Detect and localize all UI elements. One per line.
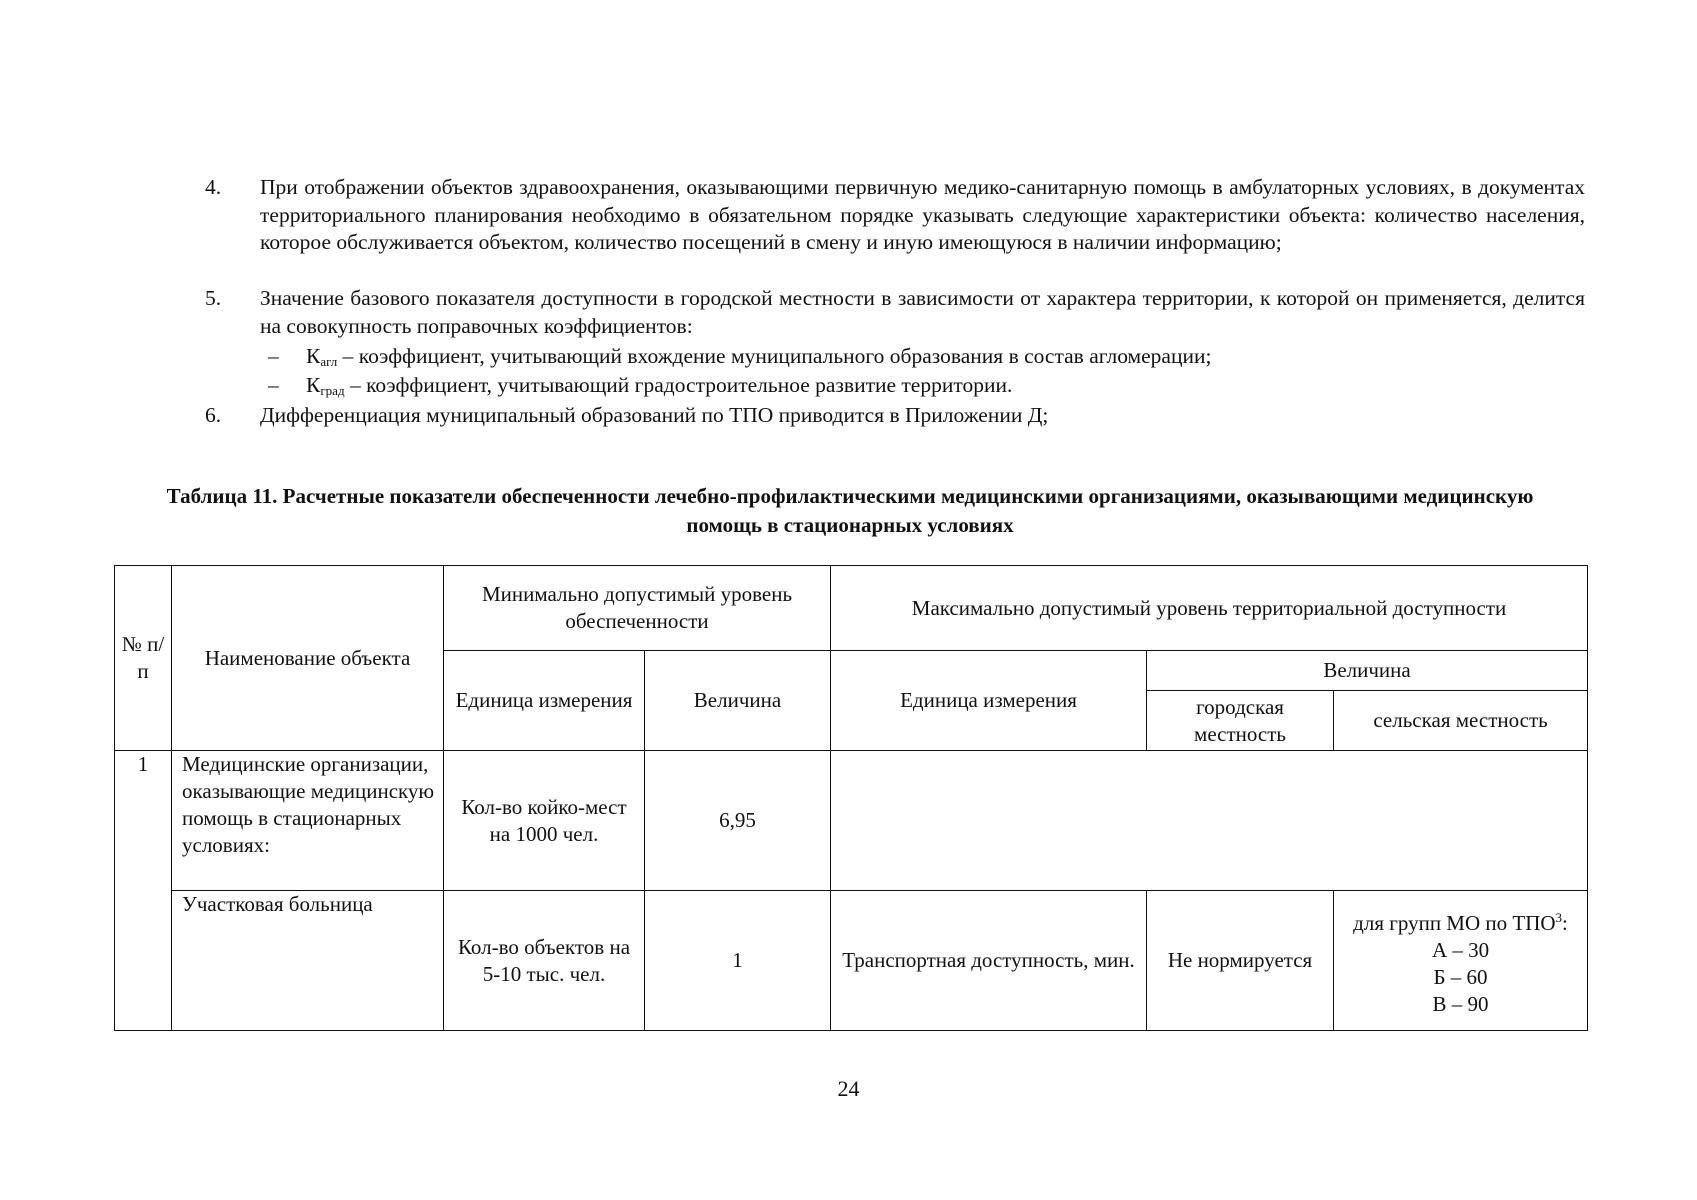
header-urban: городская местность: [1147, 691, 1334, 751]
coefficient-subscript: агл: [320, 354, 338, 369]
table-row: [115, 751, 1588, 891]
row-rural: [1334, 891, 1588, 1031]
header-name: Наименование объекта: [172, 566, 444, 751]
coefficient-item-agl: [268, 343, 1211, 376]
grade-b: Б – 60: [1433, 964, 1488, 989]
header-row-1: [115, 566, 1588, 651]
list-text: Значение базового показателя доступности в городской местности в зависимости от характера территории, к которой он применяется, делится на совокупность поправочных коэффициентов:: [260, 286, 1585, 338]
header-min-level: Минимально допустимый уровень обеспеченности: [444, 566, 831, 651]
header-num: № п/п: [115, 566, 172, 751]
list-number: 5.: [205, 286, 222, 310]
list-item-6: [205, 402, 1585, 430]
header-value: Величина: [645, 651, 831, 751]
page-number: 24: [837, 1076, 860, 1101]
coefficient-symbol: К: [306, 344, 321, 368]
rural-intro: для групп МО по ТПО: [1353, 910, 1556, 935]
dash-marker: –: [268, 373, 279, 397]
header-rural: сельская местность: [1334, 691, 1588, 751]
table-row: [115, 891, 1588, 1031]
rural-colon: :: [1562, 910, 1568, 935]
header-value-2: Величина: [1147, 651, 1588, 691]
list-item-4: [205, 174, 1585, 257]
coefficient-text: – коэффициент, учитывающий градостроительное развитие территории.: [344, 373, 1013, 397]
coefficient-item-grad: [268, 372, 1012, 405]
coefficient-text: – коэффициент, учитывающий вхождение муниципального образования в состав агломерации;: [337, 344, 1212, 368]
indicators-table: [114, 565, 1588, 1031]
row-access-unit: Транспортная доступность, мин.: [831, 891, 1147, 1031]
coefficient-symbol: К: [306, 373, 321, 397]
dash-marker: –: [268, 344, 279, 368]
list-number: 4.: [205, 175, 222, 199]
row-urban: Не нормируется: [1147, 891, 1334, 1031]
row-value: 6,95: [645, 751, 831, 891]
row-unit: Кол-во койко-мест на 1000 чел.: [444, 751, 645, 891]
table-caption: Таблица 11. Расчетные показатели обеспеченности лечебно-профилактическими медицинскими организациями, оказывающими медицинскую помощь в стационарных условиях: [166, 484, 1534, 537]
row-name: Участковая больница: [172, 891, 444, 1031]
list-number: 6.: [205, 403, 222, 427]
row-num: 1: [115, 751, 172, 1031]
header-unit-2: Единица измерения: [831, 651, 1147, 751]
coefficient-subscript: град: [320, 383, 345, 398]
list-item-5: [205, 285, 1585, 340]
row-name: Медицинские организации, оказывающие медицинскую помощь в стационарных условиях:: [172, 751, 444, 891]
row-value: 1: [645, 891, 831, 1031]
list-text: При отображении объектов здравоохранения, оказывающими первичную медико-санитарную помощь в амбулаторных условиях, в документах территориального планирования необходимо в обязательном порядке указывать следующие характеристики объекта: количество населения, которое обслуживается объектом, количество посещений в смену и иную имеющуюся в наличии информацию;: [260, 175, 1585, 254]
header-unit: Единица измерения: [444, 651, 645, 751]
list-text: Дифференциация муниципальный образований по ТПО приводится в Приложении Д;: [260, 403, 1049, 427]
header-max-level: Максимально допустимый уровень территориальной доступности: [831, 566, 1588, 651]
grade-a: А – 30: [1431, 937, 1490, 962]
row-empty-cell: [831, 751, 1588, 891]
row-unit: Кол-во объектов на 5-10 тыс. чел.: [444, 891, 645, 1031]
grade-c: В – 90: [1432, 991, 1489, 1016]
footnote-marker: 3: [1555, 909, 1563, 925]
